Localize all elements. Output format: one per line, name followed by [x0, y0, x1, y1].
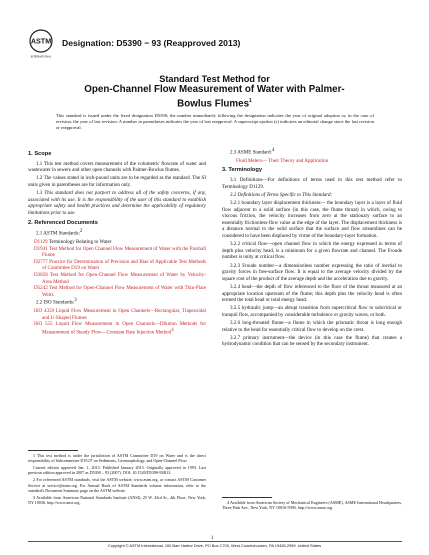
- section-2-heading: 2. Referenced Documents: [28, 219, 98, 226]
- para-3-2-5: 3.2.5 hydraulic jump—an abrupt transition from supercritical flow to subcritical or tranquil flow, accompanied by considerable turbulence or gravity waves, or both.: [222, 305, 402, 318]
- title-line-1: Standard Test Method for: [159, 74, 270, 84]
- ref-code[interactable]: ISO 555: [34, 321, 53, 328]
- footnote-1: 1 This test method is under the jurisdiction of ASTM Committee D19 on Water and is the direct responsibility of Subcommittee D19.07 on Sediments, Geomorphology, and Open-Channel Flow.: [28, 453, 206, 464]
- ref-iso-4359[interactable]: [28, 308, 206, 321]
- ref-d5242: [28, 285, 206, 298]
- page-number: 1: [211, 536, 214, 541]
- ref-link[interactable]: D1129: [34, 238, 48, 245]
- para-3-2-4: 3.2.4 head—the depth of flow referenced to the floor of the throat measured at an appropriate location upstream of the flume; this depth plus the velocity head is often termed the total head or total energy head.: [222, 283, 402, 304]
- ref-iso-555[interactable]: [28, 321, 206, 336]
- title-main: [0, 84, 429, 109]
- footnote-mark-4: 4: [171, 327, 174, 333]
- footnote-3: 3 Available from American National Standards Institute (ANSI), 25 W. 43rd St., 4th Floor, New York, NY 10036, http://www.ansi.org.: [28, 494, 206, 506]
- ref-d1129: [28, 239, 206, 246]
- ref-title: Terminology Relating to Water: [47, 238, 112, 245]
- footnote-mark-4: 4: [271, 148, 275, 153]
- left-column: [28, 148, 206, 336]
- section-1-heading: 1. Scope: [28, 151, 52, 157]
- title-footnote-mark: 1: [249, 97, 252, 104]
- para-2-3-text: 2.3 ASME Standard:: [230, 149, 272, 156]
- footnote-2: 2 For referenced ASTM standards, visit the ASTM website, www.astm.org, or contact ASTM Customer Service at service@astm.org. For Annual Book of ASTM Standards volume information, refer to the standard's Document Summary page on the ASTM website.: [28, 477, 206, 493]
- footnote-4: 4 Available from American Society of Mechanical Engineers (ASME), ASME International Headquarters, Three Park Ave., New York, NY 10016-5990, http://www.asme.org.: [222, 500, 402, 511]
- ref-code[interactable]: ISO 4359: [34, 308, 55, 315]
- title-line-2: Open-Channel Flow Measurement of Water with Palmer-: [84, 84, 345, 95]
- para-2-1-text: 2.1 ASTM Standards:: [36, 230, 80, 237]
- footnote-mark-3: 3: [74, 298, 77, 304]
- ref-asme[interactable]: Fluid Meters— Their Theory and Application: [236, 157, 329, 164]
- ref-title[interactable]: Test Method for Open-Channel Flow Measurement of Water with Thin-Plate Weirs: [42, 285, 206, 298]
- title-line-3-text: Bowlus Flumes: [177, 97, 250, 109]
- para-3-2-7: 3.2.7 primary instrument—the device (in this case the flume) that creates a hydrodynamic condition that can be sensed by the secondary instrument.: [222, 334, 402, 348]
- right-column: [222, 148, 402, 350]
- svg-text:ASTM: ASTM: [30, 36, 52, 46]
- footnotes-left: [28, 453, 206, 507]
- para-3-2: 3.2 Definitions of Terms Specific to This Standard:: [230, 191, 333, 198]
- astm-logo-icon: [29, 29, 53, 59]
- ref-d1941: [28, 246, 206, 259]
- svg-text:INTERNATIONAL: INTERNATIONAL: [30, 55, 52, 59]
- ref-link[interactable]: D5242: [34, 285, 48, 292]
- para-3-2-2: 3.2.2 critical flow—open channel flow in which the energy expressed in terms of depth plus velocity head, is a minimum for a given flowrate and channel. The Froude number is unity at critical flow.: [222, 241, 402, 261]
- issuance-notice: This standard is issued under the fixed designation D5390; the number immediately following the designation indicates the year of original adoption or, in the case of revision, the year of last revision. A number in parentheses indicates the year of last reapproval. A superscript epsilon (ε) indicates an editorial change since the last revision or reapproval.: [56, 113, 374, 130]
- ref-d3858: [28, 272, 206, 285]
- para-1-3: 1.3 This standard does not purport to address all of the safety concerns, if any, associated with its use. It is the responsibility of the user of this standard to establish appropriate safety and health practices and determine the applicability of regulatory limitations prior to use.: [28, 190, 206, 216]
- copyright-footer: Copyright © ASTM International, 100 Barr Harbor Drive, PO Box C700, West Conshohocken, PA 19428-2959. United States: [107, 543, 322, 548]
- ref-title[interactable]: Test Method for Open-Channel Flow Measurement of Water by Velocity-Area Method: [42, 271, 206, 285]
- para-3-2-1: 3.2.1 boundary layer displacement thickness— the boundary layer is a layer of fluid flow adjacent to a solid surface (in this case, the flume throat) in which, owing to viscous friction, the velocity increases from zero at the stationary surface to an essentially frictionless-flow value at the edge of the layer. The displacement thickness is a distance normal to the solid surface that the surface and flow streamlines can be considered to have been displaced by virtue of the boundary-layer formation.: [222, 200, 402, 239]
- ref-d2777: [28, 259, 206, 272]
- title-line-3: [0, 96, 429, 110]
- para-2-3: [222, 148, 402, 156]
- ref-link[interactable]: D1941: [34, 245, 48, 252]
- para-2-1: [28, 229, 206, 237]
- ref-title[interactable]: Liquid Flow Measurement in Open Channels—Rectangular, Trapezoidal and U-Shaped Flumes: [42, 308, 206, 321]
- footer-divider: [28, 541, 402, 542]
- footnote-divider-right: [222, 497, 272, 498]
- para-1-2: 1.2 The values stated in inch-pound units are to be regarded as the standard. The SI units given in parentheses are for information only.: [28, 175, 206, 188]
- ref-title[interactable]: Test Method for Open Channel Flow Measurement of Water with the Parshall Flume: [42, 245, 206, 259]
- ref-title[interactable]: Liquid Flow Measurement in Open Channels—Dilution Methods for Measurement of Steady Flow—Constant Rate Injection Method: [42, 321, 206, 336]
- footnote-divider: [28, 450, 78, 451]
- para-3-2-3: 3.2.3 Froude number—a dimensionless number expressing the ratio of inertial to gravity forces in free-surface flow. It is equal to the average velocity divided by the square root of the product of the average depth and the acceleration due to gravity.: [222, 262, 402, 282]
- para-1-1: 1.1 This test method covers measurement of the volumetric flowrate of water and wastewater in sewers and other open channels with Palmer-Bowlus flumes.: [28, 160, 206, 174]
- para-3-1: 3.1 Definitions—For definitions of terms used in this test method refer to Terminology D1129.: [222, 177, 402, 190]
- footnote-mark-2: 2: [79, 229, 83, 235]
- footnotes-right: [222, 500, 402, 511]
- para-3-2-6: 3.2.6 long-throated flume—a flume in which the prismatic throat is long enough relative to the head for essentially critical flow to develop on the crest.: [222, 320, 402, 333]
- designation: Designation: D5390 − 93 (Reapproved 2013): [62, 38, 241, 48]
- para-2-2-text: 2.2 ISO Standards:: [36, 300, 75, 306]
- section-3-heading: 3. Terminology: [222, 167, 263, 174]
- ref-title[interactable]: Practice for Determination of Precision and Bias of Applicable Test Methods of Committee D19 on Water: [42, 258, 206, 272]
- para-2-2: [28, 298, 206, 306]
- ref-link[interactable]: D2777: [34, 258, 48, 265]
- ref-link[interactable]: D3858: [34, 271, 48, 278]
- footnote-1-edition: Current edition approved Jan. 1, 2013. Published January 2013. Originally approved in 1993. Last previous edition approved in 2007 as D5390 – 93 (2007). DOI: 10.1520/D5390-93R13.: [28, 465, 206, 476]
